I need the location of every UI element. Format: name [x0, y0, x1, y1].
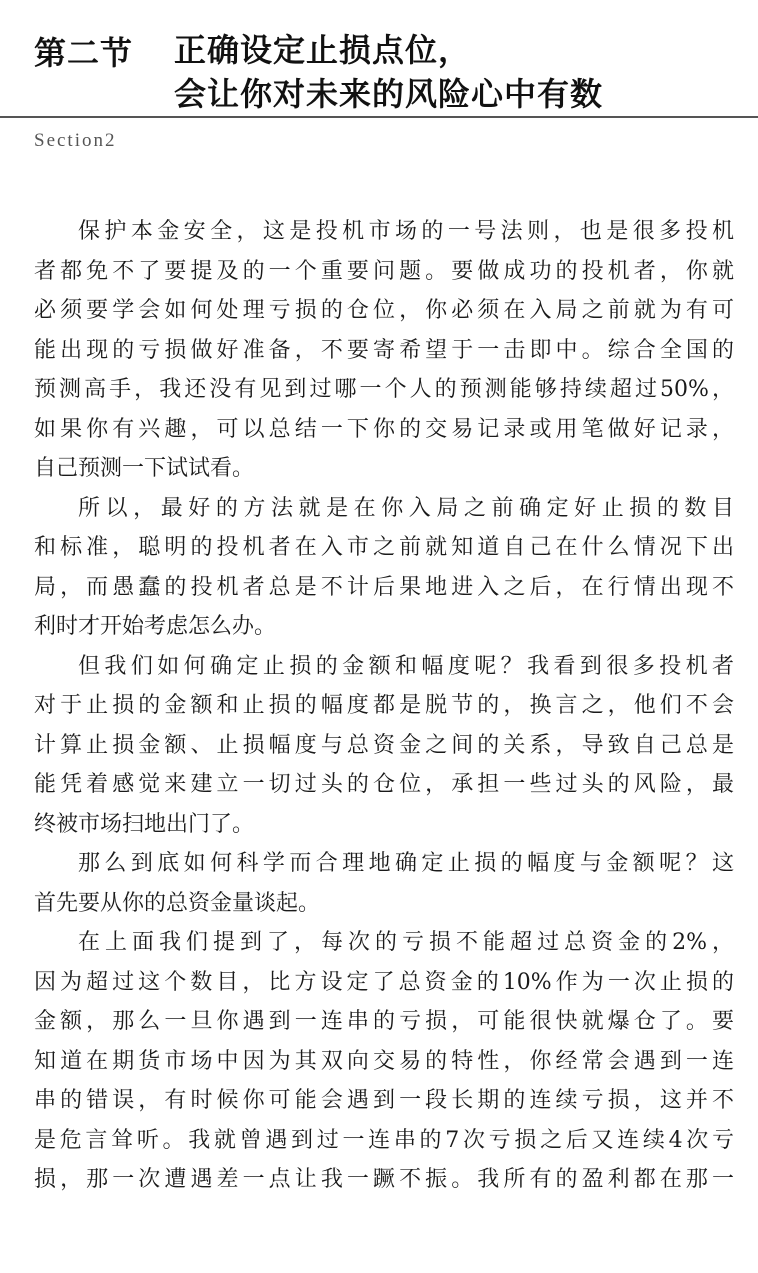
section-label: Section2 [34, 130, 117, 151]
header-divider [0, 116, 758, 118]
paragraph-line: 在上面我们提到了，每次的亏损不能超过总资金的2%， [78, 930, 734, 955]
paragraph-line: 自己预测一下试试看。 [34, 456, 255, 481]
paragraph-line: 利时才开始考虑怎么办。 [34, 614, 277, 639]
paragraph [34, 844, 734, 923]
paragraph-line: 那么到底如何科学而合理地确定止损的幅度与金额呢？这 [78, 851, 734, 876]
paragraph-line: 计算止损金额、止损幅度与总资金之间的关系，导致自己总是 [34, 732, 734, 758]
paragraph [34, 489, 734, 647]
paragraph-line: 局，而愚蠢的投机者总是不计后果地进入之后，在行情出现不 [34, 574, 734, 600]
paragraph-line: 对于止损的金额和止损的幅度都是脱节的，换言之，他们不会 [34, 693, 734, 718]
section-number: 第二节 [34, 34, 134, 72]
paragraph-line: 者都免不了要提及的一个重要问题。要做成功的投机者，你就 [34, 258, 734, 284]
paragraph [34, 647, 734, 845]
paragraph-line: 金额，那么一旦你遇到一连串的亏损，可能很快就爆仓了。要 [34, 1009, 734, 1034]
paragraph-line: 所以，最好的方法就是在你入局之前确定好止损的数目 [78, 495, 734, 521]
paragraph-line: 如果你有兴趣，可以总结一下你的交易记录或用笔做好记录， [34, 416, 734, 442]
paragraph-line: 知道在期货市场中因为其双向交易的特性，你经常会遇到一连 [34, 1048, 734, 1074]
paragraph-line: 保护本金安全，这是投机市场的一号法则，也是很多投机 [78, 219, 734, 244]
section-title [174, 28, 603, 116]
paragraph [34, 923, 734, 1200]
paragraph-line: 能凭着感觉来建立一切过头的仓位，承担一些过头的风险，最 [34, 772, 734, 797]
section-title-line-2: 会让你对未来的风险心中有数 [174, 75, 604, 113]
paragraph-line: 和标准，聪明的投机者在入市之前就知道自己在什么情况下出 [34, 535, 734, 560]
section-title-line-1: 正确设定止损点位， [174, 31, 472, 69]
paragraph-line: 终被市场扫地出门了。 [34, 811, 255, 837]
paragraph [34, 212, 734, 489]
paragraph-line: 能出现的亏损做好准备，不要寄希望于一击即中。综合全国的 [34, 337, 734, 363]
paragraph-line: 首先要从你的总资金量谈起。 [34, 890, 321, 916]
body-text [34, 212, 734, 1200]
paragraph-line: 串的错误，有时候你可能会遇到一段长期的连续亏损，这并不 [34, 1088, 734, 1113]
paragraph-line: 必须要学会如何处理亏损的仓位，你必须在入局之前就为有可 [34, 298, 734, 323]
paragraph-line: 预测高手，我还没有见到过哪一个人的预测能够持续超过50%， [34, 377, 734, 402]
paragraph-line: 但我们如何确定止损的金额和幅度呢？我看到很多投机者 [78, 653, 734, 679]
paragraph-line: 因为超过这个数目，比方设定了总资金的10%作为一次止损的 [34, 969, 734, 995]
paragraph-line: 损，那一次遭遇差一点让我一蹶不振。我所有的盈利都在那一 [34, 1167, 734, 1192]
paragraph-line: 是危言耸听。我就曾遇到过一连串的7次亏损之后又连续4次亏 [34, 1127, 734, 1153]
